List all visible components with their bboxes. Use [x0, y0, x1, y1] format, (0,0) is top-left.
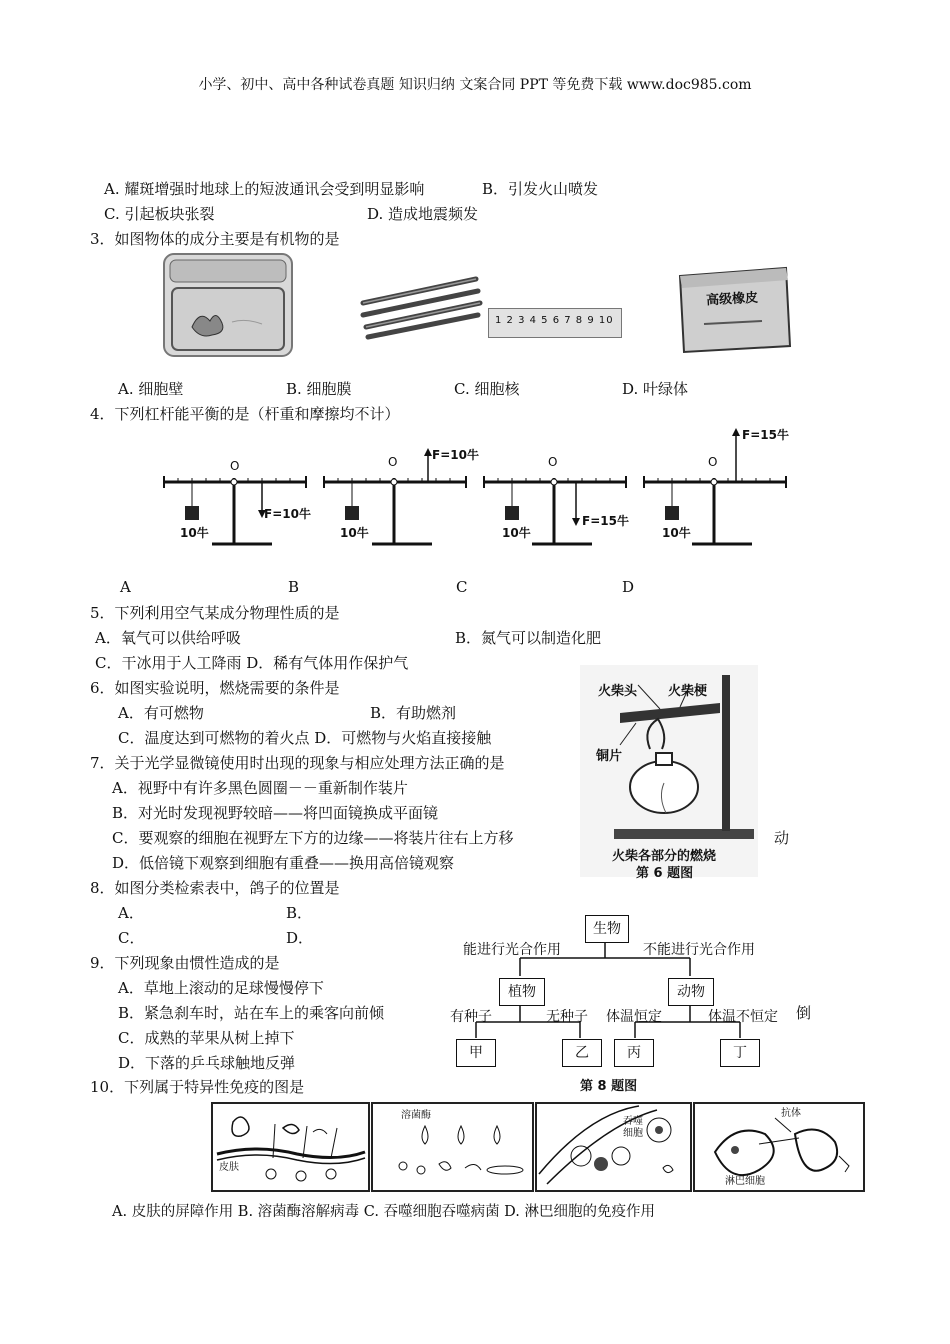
lever-a-pivot: O	[230, 459, 240, 473]
q8-option-d: D．	[286, 929, 314, 947]
lever-d-pivot: O	[708, 455, 718, 469]
q9-option-c: C．成熟的苹果从树上掉下	[118, 1029, 295, 1047]
q4-label-b: B	[288, 578, 300, 596]
q6-fig-caption: 火柴各部分的燃烧	[612, 849, 717, 864]
lymphocyte-label: 淋巴细胞	[725, 1176, 765, 1187]
tree-edge-left: 能进行光合作用	[463, 942, 561, 958]
q7-stem: 7．关于光学显微镜使用时出现的现象与相应处理方法正确的是	[90, 754, 505, 772]
q5-stem: 5．下列利用空气某成分物理性质的是	[90, 604, 340, 622]
lever-b-force: F=10牛	[432, 448, 479, 462]
q9-option-b-tail: 倒	[796, 1004, 812, 1022]
q3-option-a: A. 细胞壁	[118, 380, 184, 398]
skin-label: 皮肤	[219, 1162, 239, 1173]
tree-leaf-jia: 甲	[456, 1039, 496, 1067]
lever-a-weight: 10牛	[180, 526, 209, 540]
q3-stem: 3．如图物体的成分主要是有机物的是	[90, 230, 340, 248]
q2-option-c: C. 引起板块张裂	[104, 205, 215, 223]
phagocyte-label-1: 吞噬	[623, 1116, 643, 1127]
phagocyte-label-2: 细胞	[623, 1128, 643, 1139]
tree-node-animal: 动物	[668, 978, 714, 1006]
q5-option-cd: C．干冰用于人工降雨 D．稀有气体用作保护气	[95, 654, 409, 672]
tree-leaf-bing: 丙	[614, 1039, 654, 1067]
q10-panel-lymphocyte	[693, 1102, 865, 1192]
tree-node-root: 生物	[585, 915, 629, 943]
q6-stem: 6．如图实验说明，燃烧需要的条件是	[90, 679, 340, 697]
q7-option-a: A．视野中有许多黑色圆圈－－重新制作装片	[112, 779, 408, 797]
q7-option-c-tail: 动	[774, 829, 790, 847]
q3-option-c: C. 细胞核	[454, 380, 520, 398]
q7-option-c: C．要观察的细胞在视野左下方的边缘——将装片往右上方移	[112, 829, 514, 847]
lever-c-force: F=15牛	[582, 514, 629, 528]
q2-option-d: D. 造成地震频发	[367, 205, 479, 223]
lever-b-weight: 10牛	[340, 526, 369, 540]
tin-box-image	[162, 252, 294, 358]
lever-c-pivot: O	[548, 455, 558, 469]
lysozyme-drawing	[373, 1104, 532, 1190]
lever-c-weight: 10牛	[502, 526, 531, 540]
q9-stem: 9．下列现象由惯性造成的是	[90, 954, 280, 972]
q4-label-d: D	[622, 578, 635, 596]
q10-options: A. 皮肤的屏障作用 B. 溶菌酶溶解病毒 C. 吞噬细胞吞噬病菌 D. 淋巴细胞的免疫作用	[112, 1204, 656, 1220]
eraser-image	[676, 266, 794, 356]
q8-fig-title: 第 8 题图	[580, 1079, 638, 1094]
lever-a-force: F=10牛	[264, 507, 311, 521]
lever-d-weight: 10牛	[662, 526, 691, 540]
q4-label-a: A	[120, 578, 131, 596]
q5-option-a: A．氧气可以供给呼吸	[95, 629, 241, 647]
page-header: 小学、初中、高中各种试卷真题 知识归纳 文案合同 PPT 等免费下载 www.doc985.com	[198, 77, 752, 93]
q5-option-b: B．氮气可以制造化肥	[455, 629, 602, 647]
q10-panel-skin	[211, 1102, 370, 1192]
q6-option-cd: C．温度达到可燃物的着火点 D．可燃物与火焰直接接触	[118, 729, 492, 747]
q2-option-b: B．引发火山喷发	[482, 180, 599, 198]
q6-label-stick: 火柴梗	[668, 684, 708, 699]
antibody-label: 抗体	[781, 1108, 801, 1119]
q6-label-copper: 铜片	[596, 749, 623, 764]
q9-option-d: D．下落的乒乓球触地反弹	[118, 1054, 296, 1072]
q10-panel-phagocyte	[535, 1102, 692, 1192]
q6-option-b: B．有助燃剂	[370, 704, 457, 722]
q2-option-a: A. 耀斑增强时地球上的短波通讯会受到明显影响	[104, 180, 425, 198]
tree-edge-right: 不能进行光合作用	[643, 942, 755, 958]
tree-node-plant: 植物	[499, 978, 545, 1006]
tree-edge-seed: 有种子	[450, 1009, 492, 1025]
ruler-image	[488, 308, 622, 338]
q6-fig-title: 第 6 题图	[636, 866, 694, 881]
q8-option-a: A．	[118, 904, 144, 922]
tree-edge-noseed: 无种子	[546, 1009, 588, 1025]
q6-option-a: A．有可燃物	[118, 704, 204, 722]
q9-option-b: B．紧急刹车时，站在车上的乘客向前倾	[118, 1004, 385, 1022]
q8-stem: 8．如图分类检索表中，鸽子的位置是	[90, 879, 340, 897]
q9-option-a: A．草地上滚动的足球慢慢停下	[118, 979, 324, 997]
lymphocyte-drawing	[695, 1104, 863, 1190]
q3-option-d: D. 叶绿体	[622, 380, 689, 398]
q3-option-b: B. 细胞膜	[286, 380, 352, 398]
q10-stem: 10．下列属于特异性免疫的图是	[90, 1078, 305, 1096]
tree-leaf-yi: 乙	[562, 1039, 602, 1067]
q7-option-d: D．低倍镜下观察到细胞有重叠——换用高倍镜观察	[112, 854, 455, 872]
q8-option-b: B．	[286, 904, 313, 922]
q4-stem: 4．下列杠杆能平衡的是（杆重和摩擦均不计）	[90, 405, 400, 423]
tree-edge-notconstant: 体温不恒定	[708, 1009, 778, 1025]
lever-b-pivot: O	[388, 455, 398, 469]
q10-panel-lysozyme	[371, 1102, 534, 1192]
lever-d-force: F=15牛	[742, 428, 789, 442]
tree-edge-constant: 体温恒定	[606, 1009, 662, 1025]
eraser-label: 高级橡皮	[705, 290, 759, 309]
sticks-image	[358, 275, 483, 343]
tree-leaf-ding: 丁	[720, 1039, 760, 1067]
q4-label-c: C	[456, 578, 468, 596]
q7-option-b: B．对光时发现视野较暗——将凹面镜换成平面镜	[112, 804, 439, 822]
q6-label-head: 火柴头	[598, 684, 638, 699]
skin-drawing	[213, 1104, 368, 1190]
phagocyte-drawing	[537, 1104, 690, 1190]
ruler-text: 1 2 3 4 5 6 7 8 9 10	[495, 315, 614, 326]
lysozyme-label: 溶菌酶	[401, 1110, 431, 1121]
q8-option-c: C．	[118, 929, 145, 947]
